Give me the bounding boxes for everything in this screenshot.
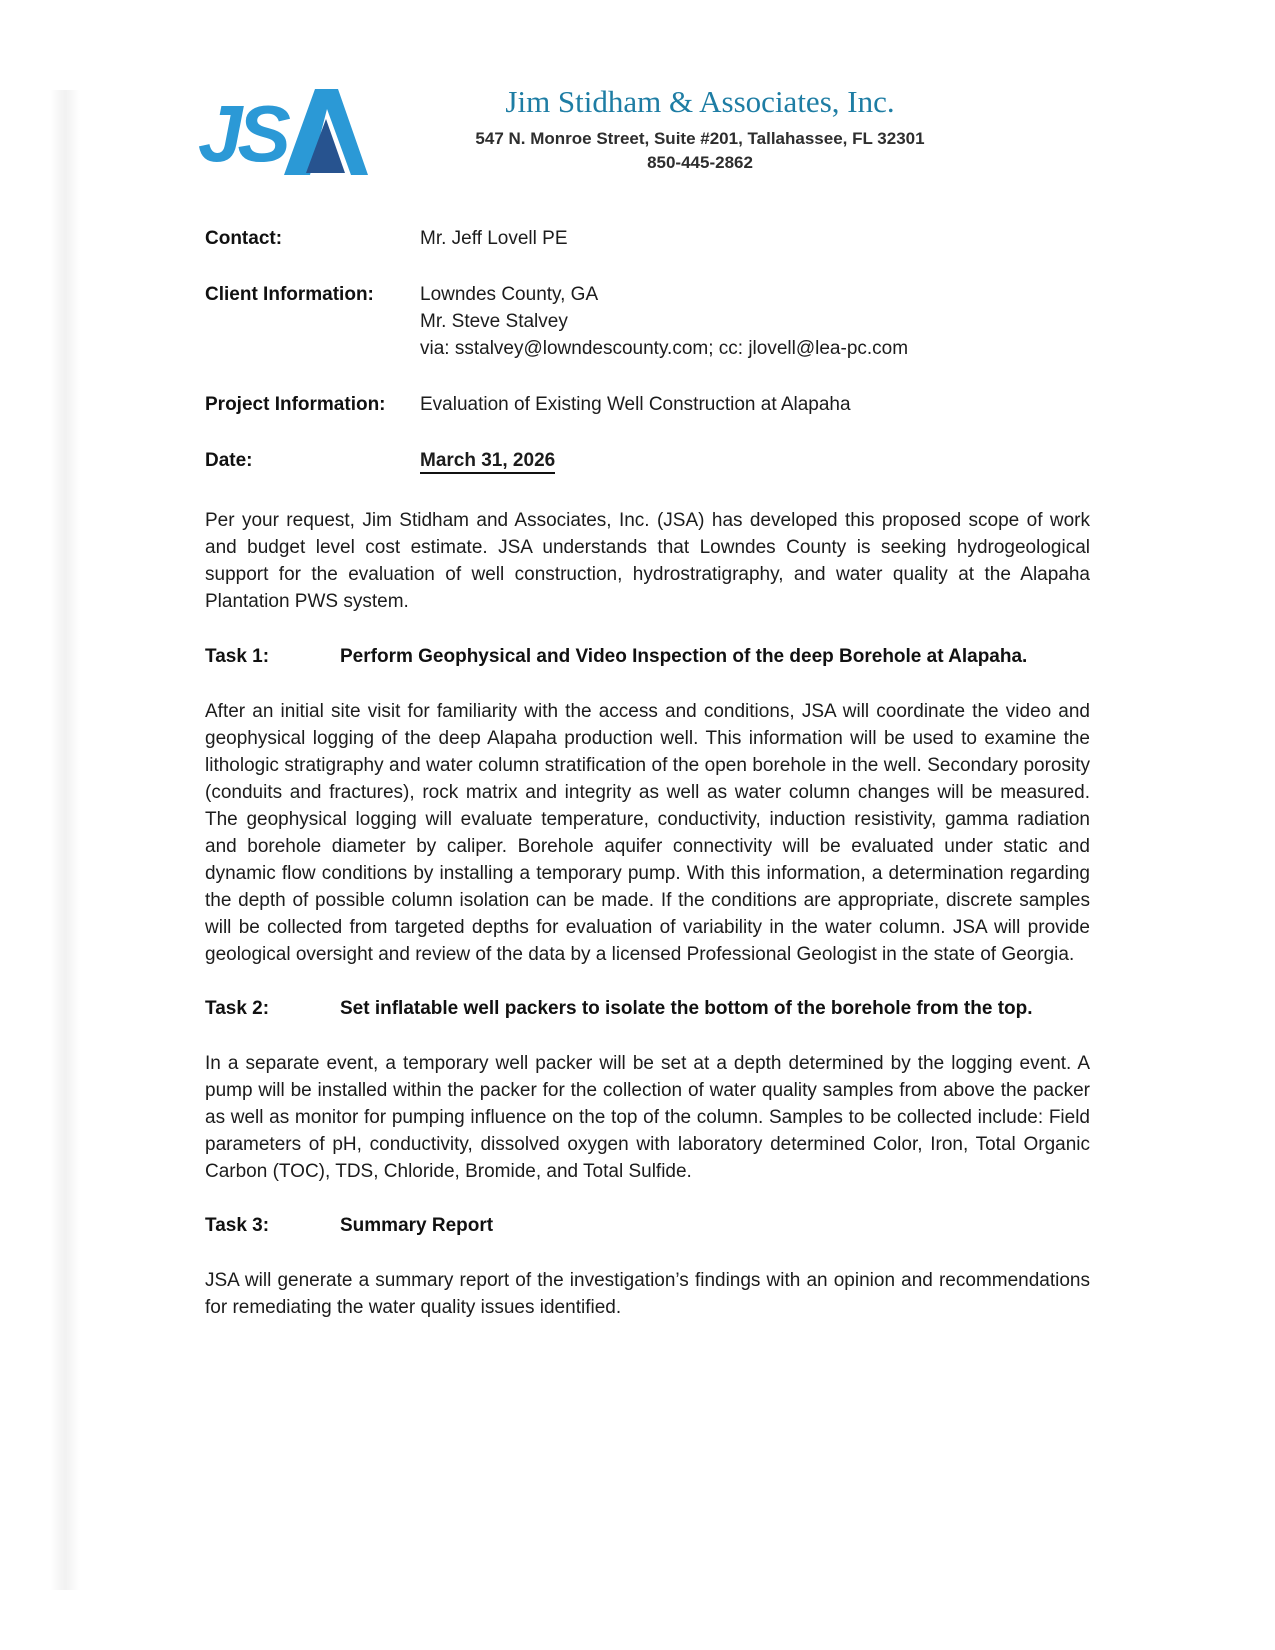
task-2-title: Set inflatable well packers to isolate the bottom of the borehole from the top. xyxy=(340,998,1033,1019)
date-label: Date: xyxy=(205,450,253,471)
task-2-paragraph: In a separate event, a temporary well packer will be set at a depth determined by the logging event. A pump will be installed within the packer for the collection of water quality samples from above the packer as well as monitor for pumping influence on the top of the column. Samples to be collected include: Field parameters of pH, conductivity, dissolved oxygen with laboratory determined Color, Iron, Total Organic Carbon (TOC), TDS, Chloride, Bromide, and Total Sulfide. xyxy=(205,1053,1090,1182)
intro-paragraph: Per your request, Jim Stidham and Associates, Inc. (JSA) has developed this proposed scope of work and budget level cost estimate. JSA understands that Lowndes County is seeking hydrogeological support for the evaluation of well construction, hydrostratigraphy, and water quality at the Alapaha Plantation PWS system. xyxy=(205,510,1090,612)
task-3-paragraph: JSA will generate a summary report of the investigation’s findings with an opinion and recommendations for remediating the water quality issues identified. xyxy=(205,1270,1090,1318)
contact-label: Contact: xyxy=(205,228,283,249)
company-address: 547 N. Monroe Street, Suite #201, Tallahassee, FL 32301 xyxy=(475,129,925,148)
letterhead-text xyxy=(340,85,1060,173)
client-information-value xyxy=(420,281,1090,362)
client-information-row xyxy=(205,281,1090,362)
task-1-paragraph: After an initial site visit for familiarity with the access and conditions, JSA will coordinate the video and geophysical logging of the deep Alapaha production well. This information will be used to examine the lithologic stratigraphy and water column stratification of the open borehole in the well. Secondary porosity (conduits and fractures), rock matrix and integrity as well as water column changes will be measured. The geophysical logging will evaluate temperature, conductivity, induction resistivity, gamma radiation and borehole diameter by caliper. Borehole aquifer connectivity will be evaluated under static and dynamic flow conditions by installing a temporary pump. With this information, a determination regarding the depth of possible column isolation can be made. If the conditions are appropriate, discrete samples will be collected from targeted depths for evaluation of variability in the water column. JSA will provide geological oversight and review of the data by a licensed Professional Geologist in the state of Georgia. xyxy=(205,701,1090,965)
date-row xyxy=(205,447,1090,474)
project-information-row xyxy=(205,391,1090,418)
company-phone: 850-445-2862 xyxy=(647,153,753,172)
task-1-label: Task 1: xyxy=(205,646,270,667)
date-value: March 31, 2026 xyxy=(420,450,555,474)
letter-body xyxy=(205,225,1090,1321)
date-value-wrap xyxy=(420,447,1090,474)
task-3-label: Task 3: xyxy=(205,1215,270,1236)
client-emails: via: sstalvey@lowndescounty.com; cc: jlovell@lea-pc.com xyxy=(420,338,909,359)
letterhead xyxy=(0,85,1275,195)
company-name: Jim Stidham & Associates, Inc. xyxy=(505,84,895,119)
task-3-title: Summary Report xyxy=(340,1215,494,1236)
client-name: Lowndes County, GA xyxy=(420,284,599,305)
logo-letters: JS xyxy=(198,89,286,178)
task-1-title: Perform Geophysical and Video Inspection of the deep Borehole at Alapaha. xyxy=(340,646,1028,667)
task-2-heading xyxy=(205,995,1090,1022)
task-2-label: Task 2: xyxy=(205,998,270,1019)
client-information-label: Client Information: xyxy=(205,284,374,305)
client-contact-person: Mr. Steve Stalvey xyxy=(420,311,568,332)
contact-value: Mr. Jeff Lovell PE xyxy=(420,228,568,249)
task-1-heading xyxy=(205,643,1090,670)
project-information-value: Evaluation of Existing Well Construction at Alapaha xyxy=(420,394,851,415)
contact-row xyxy=(205,225,1090,252)
task-3-heading xyxy=(205,1212,1090,1239)
project-information-label: Project Information: xyxy=(205,394,386,415)
